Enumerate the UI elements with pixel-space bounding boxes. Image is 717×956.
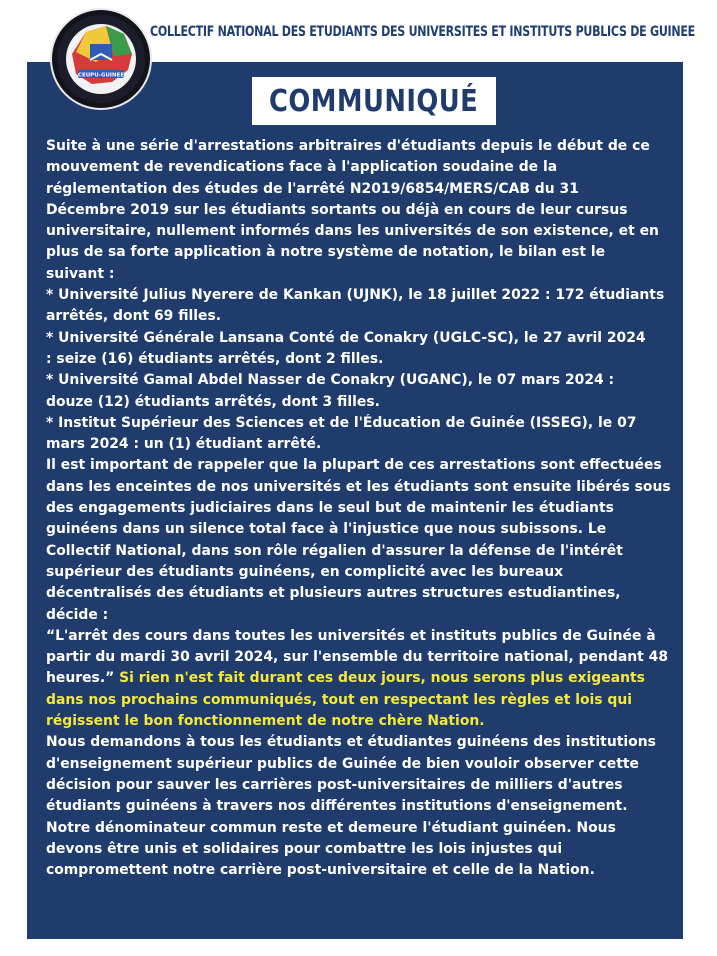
highlighted-text: Si rien n'est fait durant ces deux jours, nous serons plus exigeants (114, 670, 645, 687)
text-line-content: * Institut Supérieur des Sciences et de l'Éducation de Guinée (ISSEG), le 07 (46, 414, 637, 431)
text-line (46, 264, 672, 285)
text-line (46, 328, 672, 349)
text-line-content: Décembre 2019 sur les étudiants sortants ou déjà en cours de leur cursus (46, 201, 628, 218)
text-line (46, 647, 672, 668)
communique-body (46, 136, 676, 881)
text-line (46, 562, 672, 583)
text-line (46, 732, 672, 753)
text-line (46, 860, 672, 881)
text-line-content: dans nos prochains communiqués, tout en respectant les règles et lois qui (46, 691, 633, 708)
text-line-content: devons être unis et solidaires pour combattre les lois injustes qui (46, 840, 563, 857)
page-title: COMMUNIQUÉ (269, 83, 479, 119)
text-line (46, 455, 672, 476)
text-line-content: mars 2024 : un (1) étudiant arrêté. (46, 436, 322, 453)
text-line (46, 370, 672, 391)
text-line (46, 392, 672, 413)
text-line-content: étudiants guinéens à travers nos différentes institutions d'enseignement. (46, 798, 628, 815)
text-line (46, 477, 672, 498)
text-line-content: réglementation des études de l'arrêté N2019/6854/MERS/CAB du 31 (46, 180, 579, 197)
text-line (46, 434, 672, 455)
text-line-content: décision pour sauver les carrières post-universitaires de milliers d'autres (46, 776, 623, 793)
text-line-content: Collectif National, dans son rôle régalien d'assurer la défense de l'intérêt (46, 542, 623, 559)
text-line-content: supérieur des étudiants guinéens, en complicité avec les bureaux (46, 563, 564, 580)
text-line-content: douze (12) étudiants arrêtés, dont 3 filles. (46, 393, 380, 410)
text-line-content: * Université Gamal Abdel Nasser de Conakry (UGANC), le 07 mars 2024 : (46, 372, 615, 389)
text-line-content: suivant : (46, 265, 115, 282)
text-line-content: dans les enceintes de nos universités et les étudiants sont ensuite libérés sous (46, 478, 671, 495)
text-line (46, 796, 672, 817)
text-line (46, 242, 672, 263)
text-line-content: décide : (46, 606, 109, 623)
text-line-content: régissent le bon fonctionnement de notre chère Nation. (46, 713, 485, 730)
text-line (46, 519, 672, 540)
text-line-content: compromettent notre carrière post-universitaire et celle de la Nation. (46, 862, 595, 879)
text-line-content: Il est important de rappeler que la plupart de ces arrestations sont effectuées (46, 457, 662, 474)
text-line-content: des engagements judiciaires dans le seul but de maintenir les étudiants (46, 500, 614, 517)
text-line (46, 711, 672, 732)
text-line-content: partir du mardi 30 avril 2024, sur l'ensemble du territoire national, pendant 48 (46, 649, 669, 666)
svg-text:CEUPU-GUINEE: CEUPU-GUINEE (77, 72, 125, 79)
text-line (46, 754, 672, 775)
text-line-content: mouvement de revendications face à l'application soudaine de la (46, 159, 558, 176)
text-line (46, 690, 672, 711)
text-line (46, 200, 672, 221)
text-line-content: décentralisés des étudiants et plusieurs autres structures estudiantines, (46, 585, 621, 602)
text-line-content: : seize (16) étudiants arrêtés, dont 2 filles. (46, 350, 384, 367)
text-line (46, 285, 672, 306)
text-line (46, 605, 672, 626)
text-line (46, 775, 672, 796)
logo-seal-icon (52, 10, 150, 108)
text-line (46, 818, 672, 839)
text-line-content: universitaire, nullement informés dans les universités de son existence, et en (46, 223, 659, 240)
text-line-content: * Université Julius Nyerere de Kankan (UJNK), le 18 juillet 2022 : 172 étudiants (46, 287, 665, 304)
text-line-content: Suite à une série d'arrestations arbitraires d'étudiants depuis le début de ce (46, 138, 650, 154)
text-line (46, 583, 672, 604)
text-line-content: plus de sa forte application à notre système de notation, le bilan est le (46, 244, 606, 261)
text-line (46, 626, 672, 647)
text-line (46, 541, 672, 562)
text-line (46, 306, 672, 327)
text-line (46, 498, 672, 519)
collective-logo (52, 10, 150, 108)
title-box (252, 77, 496, 125)
text-line (46, 839, 672, 860)
text-line (46, 221, 672, 242)
text-line-content: guinéens dans un silence total face à l'injustice que nous subissons. Le (46, 521, 607, 538)
text-line (46, 668, 672, 689)
organization-name: COLLECTIF NATIONAL DES ETUDIANTS DES UNIVERSITES ET INSTITUTS PUBLICS DE GUINEE (150, 24, 695, 40)
text-line-content: Notre dénominateur commun reste et demeure l'étudiant guinéen. Nous (46, 819, 616, 836)
text-line (46, 349, 672, 370)
text-line (46, 179, 672, 200)
text-line-content: arrêtés, dont 69 filles. (46, 308, 222, 325)
text-line-content: Nous demandons à tous les étudiants et étudiantes guinéens des institutions (46, 734, 656, 751)
text-line (46, 157, 672, 178)
text-line-content: * Université Générale Lansana Conté de Conakry (UGLC-SC), le 27 avril 2024 (46, 329, 646, 346)
text-line-content: “L'arrêt des cours dans toutes les universités et instituts publics de Guinée à (46, 627, 656, 644)
text-line (46, 413, 672, 434)
text-line-content: heures.” (46, 670, 115, 687)
text-line (46, 136, 672, 157)
text-line-content: d'enseignement supérieur publics de Guinée de bien vouloir observer cette (46, 755, 639, 772)
